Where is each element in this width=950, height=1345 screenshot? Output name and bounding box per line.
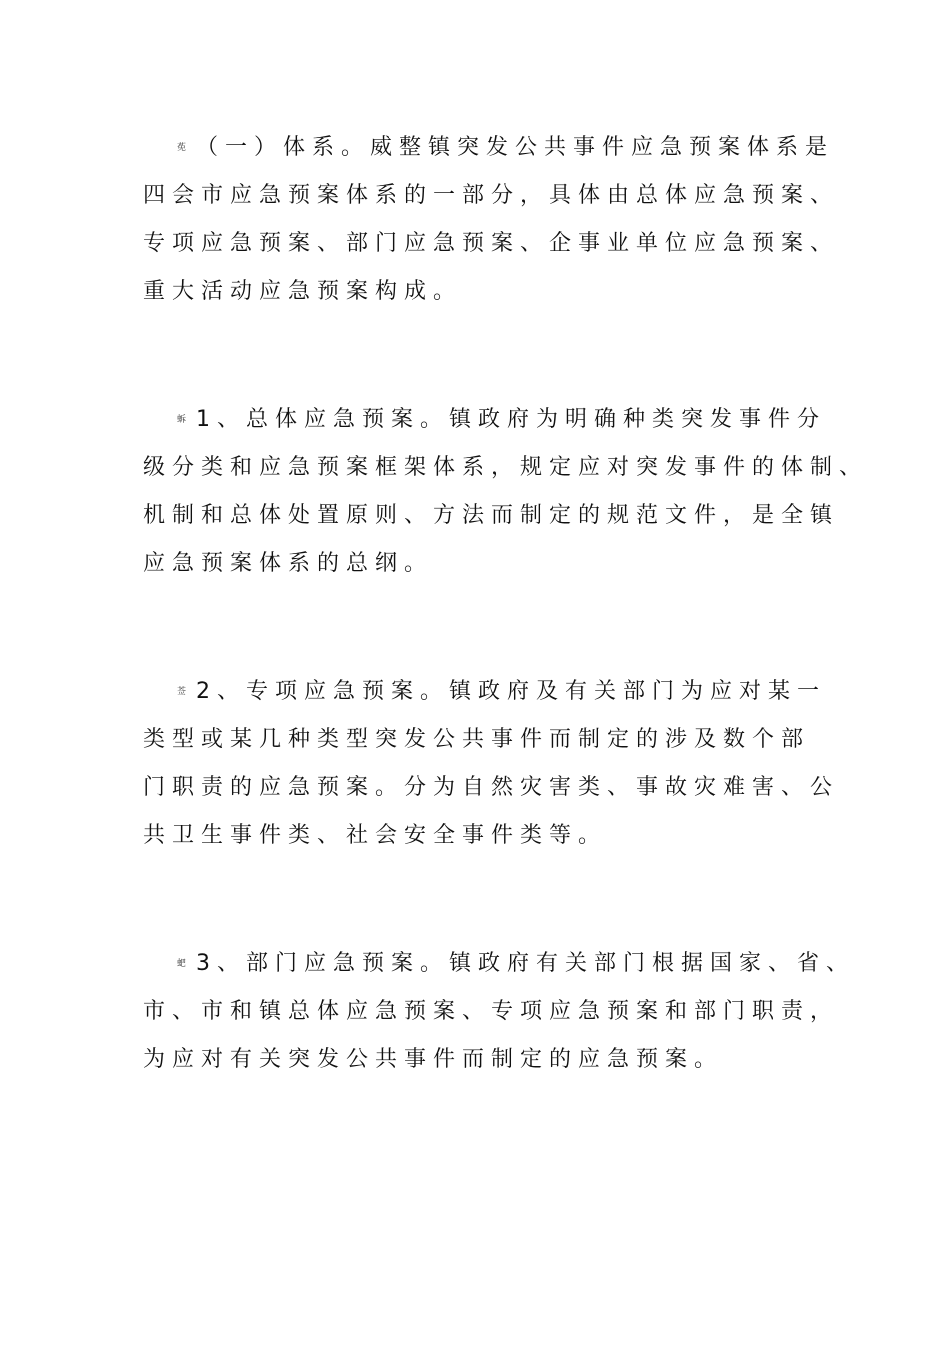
- paragraph-line: 应急预案体系的总纲。: [143, 551, 434, 576]
- paragraph-line: [143, 940, 873, 988]
- paragraph-special-plan: [143, 668, 873, 860]
- paragraph-overall-plan: [143, 396, 873, 588]
- paragraph-line: 四会市应急预案体系的一部分，具体由总体应急预案、: [143, 183, 840, 208]
- paragraph-line: 门职责的应急预案。分为自然灾害类、事故灾难害、公: [143, 775, 840, 800]
- paragraph-line: 重大活动应急预案构成。: [143, 279, 463, 304]
- line-text: （一）体系。威整镇突发公共事件应急预案体系是: [196, 135, 835, 160]
- paragraph-marker: 蚆: [177, 959, 187, 969]
- paragraph-line: 专项应急预案、部门应急预案、企事业单位应急预案、: [143, 231, 840, 256]
- paragraph-line: 共卫生事件类、社会安全事件类等。: [143, 823, 608, 848]
- line-text: 3、部门应急预案。镇政府有关部门根据国家、省、: [196, 951, 856, 976]
- paragraph-line: 机制和总体处置原则、方法而制定的规范文件，是全镇: [143, 503, 840, 528]
- paragraph-line: 类型或某几种类型突发公共事件而制定的涉及数个部: [143, 727, 811, 752]
- line-text: 2、专项应急预案。镇政府及有关部门为应对某一: [196, 679, 827, 704]
- line-text: 1、总体应急预案。镇政府为明确种类突发事件分: [196, 407, 827, 432]
- paragraph-marker: 莬: [177, 143, 187, 153]
- paragraph-marker: 莶: [177, 687, 187, 697]
- paragraph-line: 级分类和应急预案框架体系，规定应对突发事件的体制、: [143, 455, 869, 480]
- paragraph-line: [143, 396, 873, 444]
- paragraph-line: [143, 668, 873, 716]
- paragraph-system: [143, 124, 873, 316]
- paragraph-line: 为应对有关突发公共事件而制定的应急预案。: [143, 1047, 724, 1072]
- paragraph-line: 市、市和镇总体应急预案、专项应急预案和部门职责，: [143, 999, 840, 1024]
- paragraph-line: [143, 124, 873, 172]
- paragraph-department-plan: [143, 940, 873, 1084]
- paragraph-marker: 蚸: [177, 415, 187, 425]
